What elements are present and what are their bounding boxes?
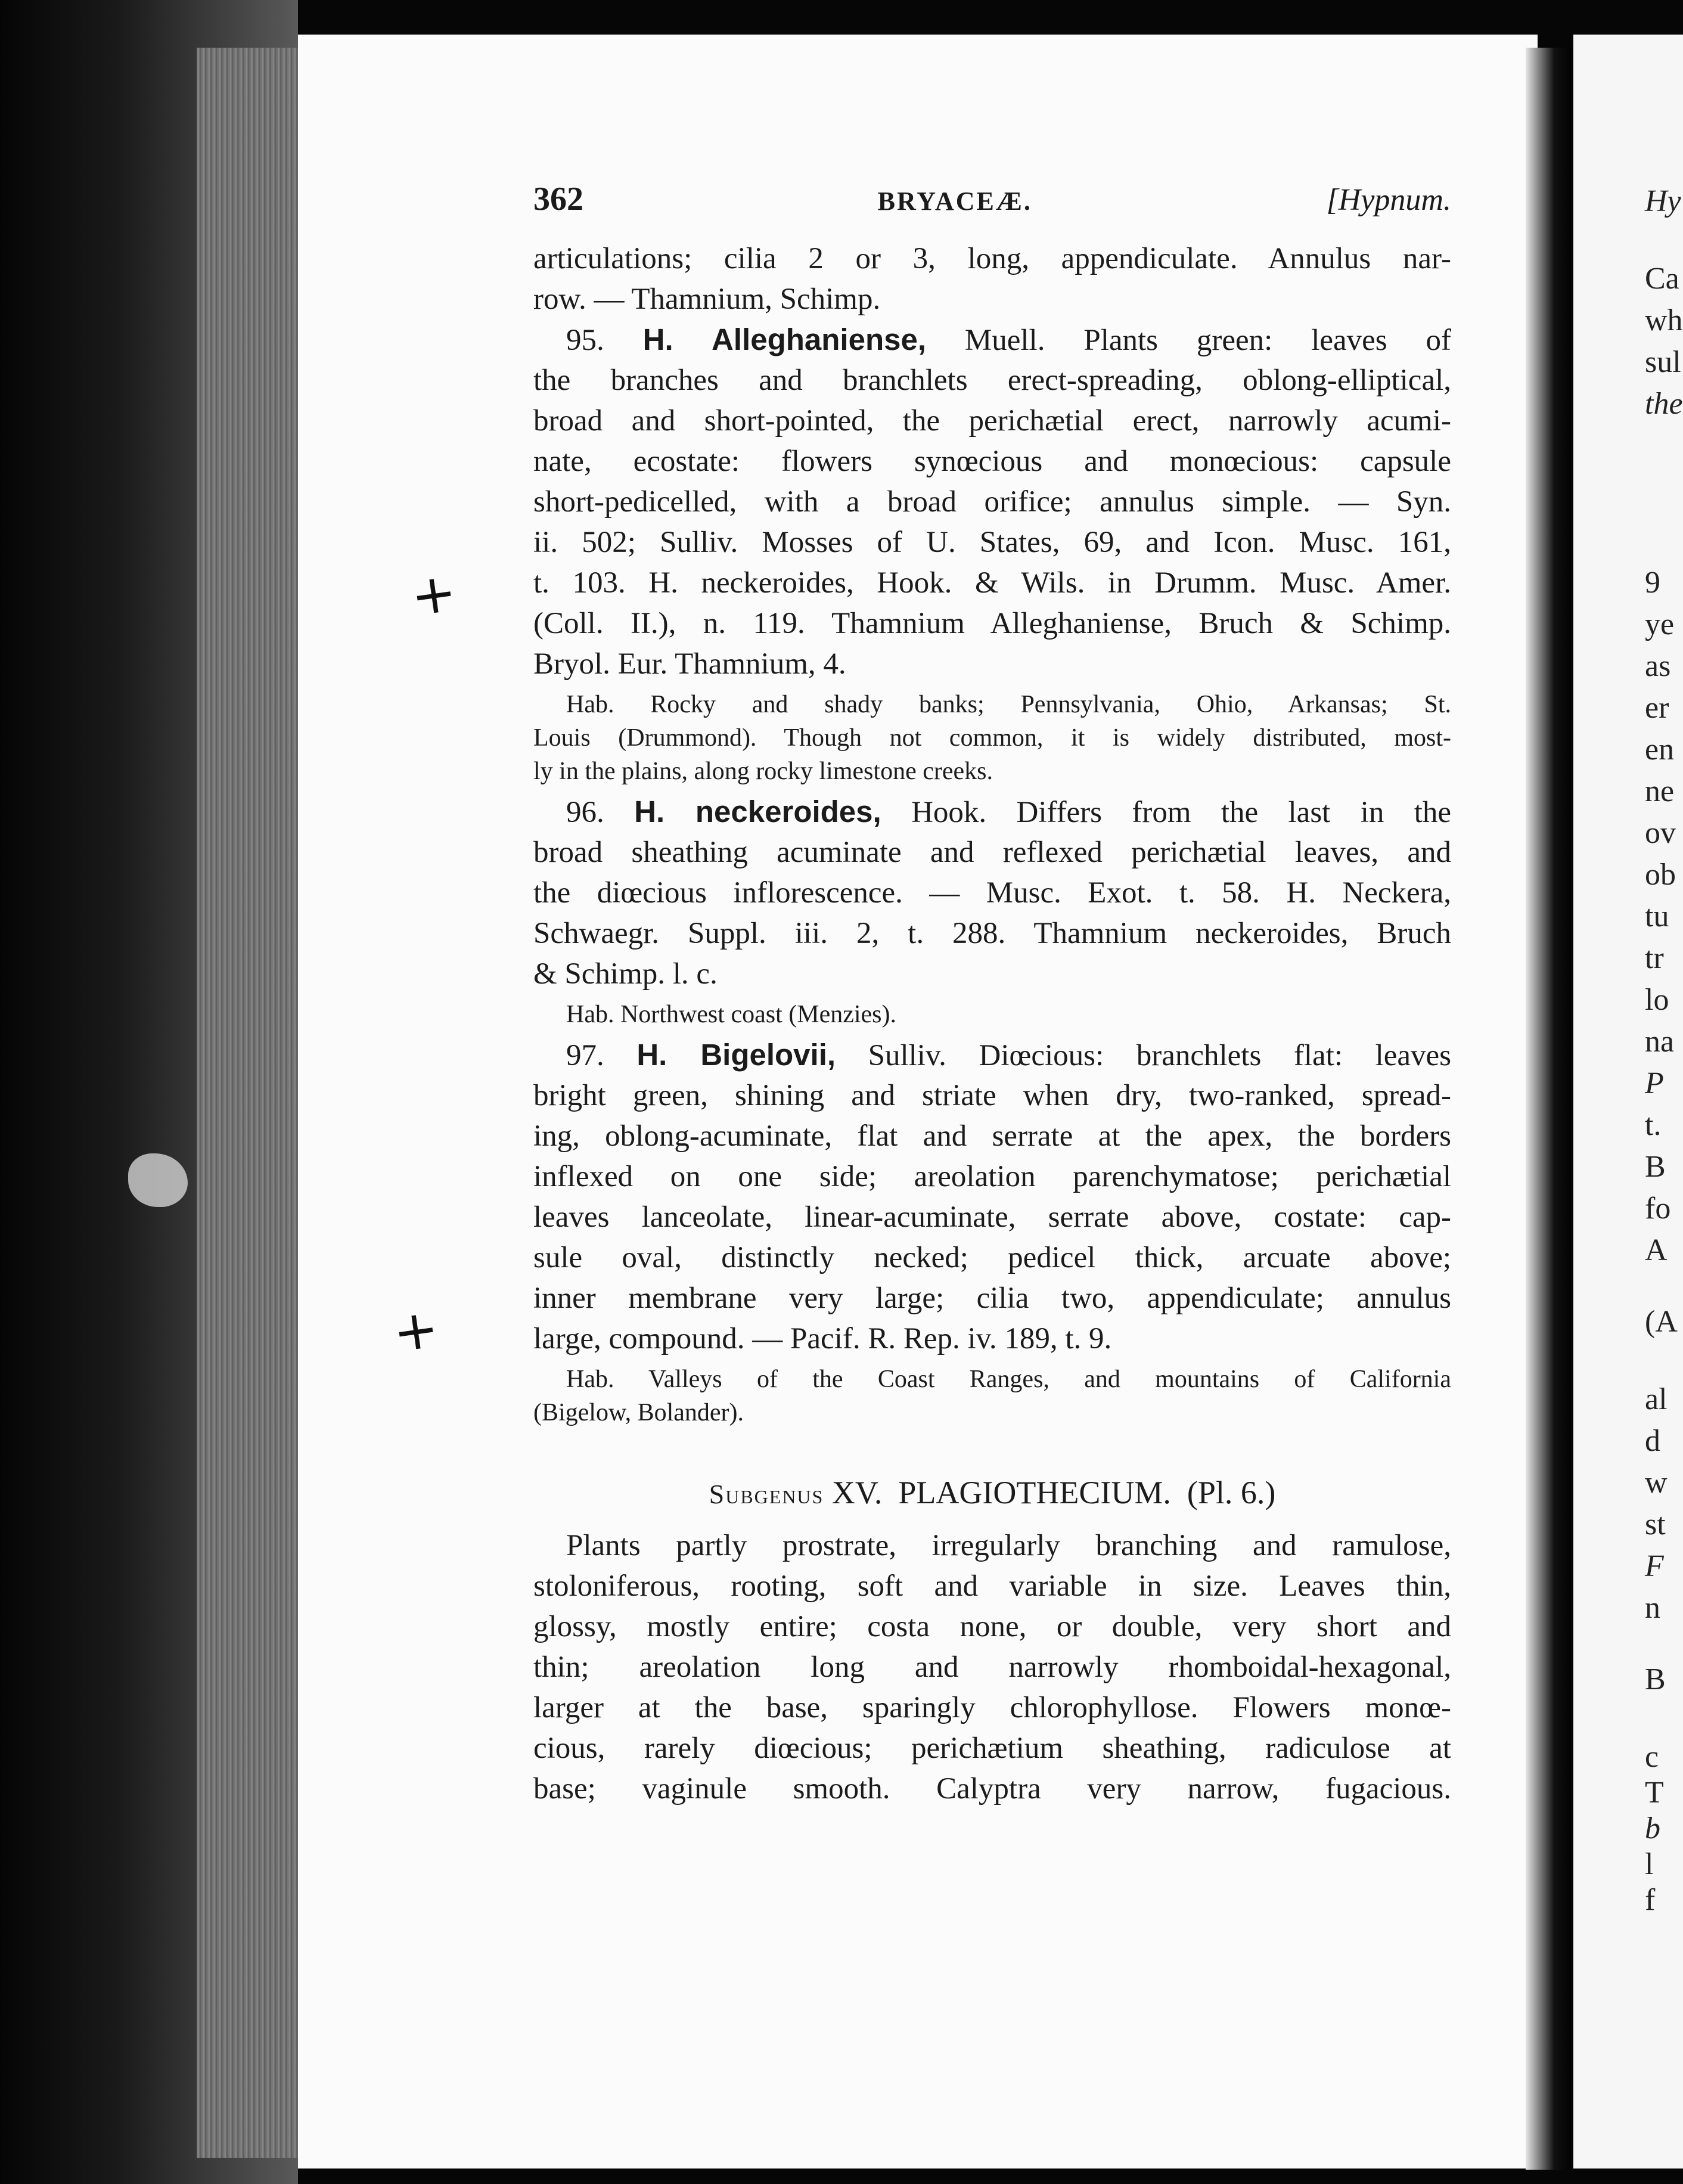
entry-text: Muell. Plants green: leaves of	[964, 324, 1452, 357]
text-line: leaves lanceolate, linear-acuminate, serrate above, costate: cap-	[533, 1200, 1451, 1234]
running-header	[533, 179, 1451, 238]
facing-frag: B	[1645, 1150, 1666, 1184]
habitat-note	[533, 998, 1451, 1031]
facing-frag: c	[1645, 1740, 1659, 1774]
text-line: larger at the base, sparingly chlorophyllose. Flowers monœ-	[533, 1691, 1451, 1724]
hab-line: Hab. Valleys of the Coast Ranges, and mountains of California	[566, 1366, 1451, 1393]
facing-frag: (A	[1645, 1305, 1678, 1339]
page-edges	[197, 48, 301, 2158]
entry-number: 96.	[566, 796, 604, 829]
facing-frag: na	[1645, 1025, 1675, 1059]
text-line: bright green, shining and striate when dry, two-ranked, spread-	[533, 1079, 1451, 1112]
text-line: sule oval, distinctly necked; pedicel thick, arcuate above;	[533, 1241, 1451, 1274]
facing-frag: T	[1645, 1776, 1664, 1810]
facing-frag: t.	[1645, 1108, 1662, 1142]
text-line: large, compound. — Pacif. R. Rep. iv. 189, t. 9.	[533, 1322, 1112, 1355]
facing-frag: n	[1645, 1591, 1660, 1625]
page-number: 362	[533, 181, 583, 218]
text-line: broad and short-pointed, the perichætial erect, narrowly acumi-	[533, 404, 1451, 438]
facing-frag: ob	[1645, 858, 1676, 892]
text-line: t. 103. H. neckeroides, Hook. & Wils. in Drumm. Musc. Amer.	[533, 566, 1451, 600]
entry-96-first-line	[533, 792, 1451, 832]
hab-line: Hab. Northwest coast (Menzies).	[566, 1001, 896, 1028]
hab-line: Hab. Rocky and shady banks; Pennsylvania, Ohio, Arkansas; St.	[566, 691, 1451, 718]
species-name: H. neckeroides,	[634, 795, 881, 829]
facing-frag: f	[1645, 1883, 1656, 1917]
text-line: the branches and branchlets erect-spreading, oblong-elliptical,	[533, 364, 1451, 397]
text-line: the diœcious inflorescence. — Musc. Exot. t. 58. H. Neckera,	[533, 876, 1451, 910]
text-line: inner membrane very large; cilia two, appendiculate; annulus	[533, 1282, 1451, 1315]
entry-number: 97.	[566, 1039, 604, 1072]
text-line: (Coll. II.), n. 119. Thamnium Alleghaniense, Bruch & Schimp.	[533, 607, 1451, 640]
text-line: Plants partly prostrate, irregularly branching and ramulose,	[566, 1529, 1451, 1562]
facing-frag: ov	[1645, 816, 1676, 850]
facing-frag: as	[1645, 649, 1671, 683]
facing-frag: wh	[1645, 303, 1683, 337]
text-line: base; vaginule smooth. Calyptra very narrow, fugacious.	[533, 1772, 1451, 1805]
running-title: BRYACEÆ.	[877, 187, 1032, 216]
text-line: short-pedicelled, with a broad orifice; annulus simple. — Syn.	[533, 485, 1451, 519]
subgenus-plate: (Pl. 6.)	[1187, 1475, 1276, 1510]
subgenus-heading	[533, 1472, 1451, 1515]
facing-frag: tu	[1645, 899, 1669, 933]
entry-95-first-line	[533, 319, 1451, 360]
facing-frag: d	[1645, 1424, 1660, 1458]
text-line: cious, rarely diœcious; perichætium sheathing, radiculose at	[533, 1732, 1451, 1765]
facing-frag: ne	[1645, 774, 1675, 808]
facing-frag: F	[1645, 1549, 1664, 1583]
page-text	[533, 179, 1451, 1809]
text-line: & Schimp. l. c.	[533, 957, 718, 991]
facing-frag: lo	[1645, 983, 1669, 1017]
text-line: nate, ecostate: flowers synœcious and monœcious: capsule	[533, 445, 1451, 478]
margin-cross-mark: +	[389, 1296, 443, 1365]
hab-line: Louis (Drummond). Though not common, it is widely distributed, most-	[533, 724, 1451, 752]
facing-frag: en	[1645, 733, 1675, 767]
text-line: Schwaegr. Suppl. iii. 2, t. 288. Thamnium neckeroides, Bruch	[533, 917, 1451, 950]
species-name: H. Bigelovii,	[636, 1038, 836, 1072]
entry-97-first-line	[533, 1035, 1451, 1075]
facing-frag: st	[1645, 1507, 1666, 1541]
facing-frag: l	[1645, 1847, 1654, 1881]
text-line: inflexed on one side; areolation parenchymatose; perichætial	[533, 1160, 1451, 1193]
text-line: row. — Thamnium, Schimp.	[533, 283, 881, 316]
text-line: articulations; cilia 2 or 3, long, appendiculate. Annulus nar-	[533, 242, 1451, 275]
text-line: Bryol. Eur. Thamnium, 4.	[533, 647, 846, 681]
facing-frag: Hy	[1645, 184, 1681, 218]
facing-frag: P	[1645, 1066, 1664, 1100]
text-line: stoloniferous, rooting, soft and variable in size. Leaves thin,	[533, 1569, 1451, 1603]
facing-frag: fo	[1645, 1192, 1671, 1226]
entry-text: Sulliv. Diœcious: branchlets flat: leaves	[868, 1039, 1451, 1072]
species-name: H. Alleghaniense,	[642, 322, 926, 356]
margin-cross-mark: +	[407, 560, 461, 629]
habitat-note	[533, 1363, 1451, 1429]
facing-frag: al	[1645, 1382, 1668, 1416]
subgenus-label: Subgenus	[709, 1479, 824, 1509]
facing-frag: Ca	[1645, 262, 1679, 296]
facing-frag: b	[1645, 1811, 1660, 1845]
subgenus-number: XV.	[831, 1475, 883, 1510]
entry-number: 95.	[566, 324, 604, 357]
facing-frag: B	[1645, 1662, 1666, 1696]
facing-frag: ye	[1645, 607, 1675, 641]
hab-line: (Bigelow, Bolander).	[533, 1399, 744, 1426]
text-line: ii. 502; Sulliv. Mosses of U. States, 69, and Icon. Musc. 161,	[533, 526, 1451, 559]
text-line: thin; areolation long and narrowly rhomboidal-hexagonal,	[533, 1651, 1451, 1684]
text-line: ing, oblong-acuminate, flat and serrate at the apex, the borders	[533, 1119, 1451, 1153]
section-title: [Hypnum.	[1326, 183, 1451, 217]
facing-frag: the	[1645, 387, 1683, 421]
facing-frag: er	[1645, 691, 1669, 725]
book-gutter	[1526, 48, 1573, 2170]
facing-frag: tr	[1645, 941, 1664, 975]
facing-page-fragment	[1573, 35, 1683, 2169]
hab-line: ly in the plains, along rocky limestone creeks.	[533, 758, 993, 785]
facing-frag: 9	[1645, 566, 1660, 600]
facing-frag: sul	[1645, 345, 1681, 379]
subgenus-name: PLAGIOTHECIUM.	[898, 1475, 1171, 1510]
facing-frag: A	[1645, 1233, 1668, 1267]
facing-frag: w	[1645, 1466, 1668, 1500]
text-line: glossy, mostly entire; costa none, or double, very short and	[533, 1610, 1451, 1643]
entry-text: Hook. Differs from the last in the	[911, 796, 1452, 829]
habitat-note	[533, 688, 1451, 788]
text-line: broad sheathing acuminate and reflexed perichætial leaves, and	[533, 836, 1451, 869]
